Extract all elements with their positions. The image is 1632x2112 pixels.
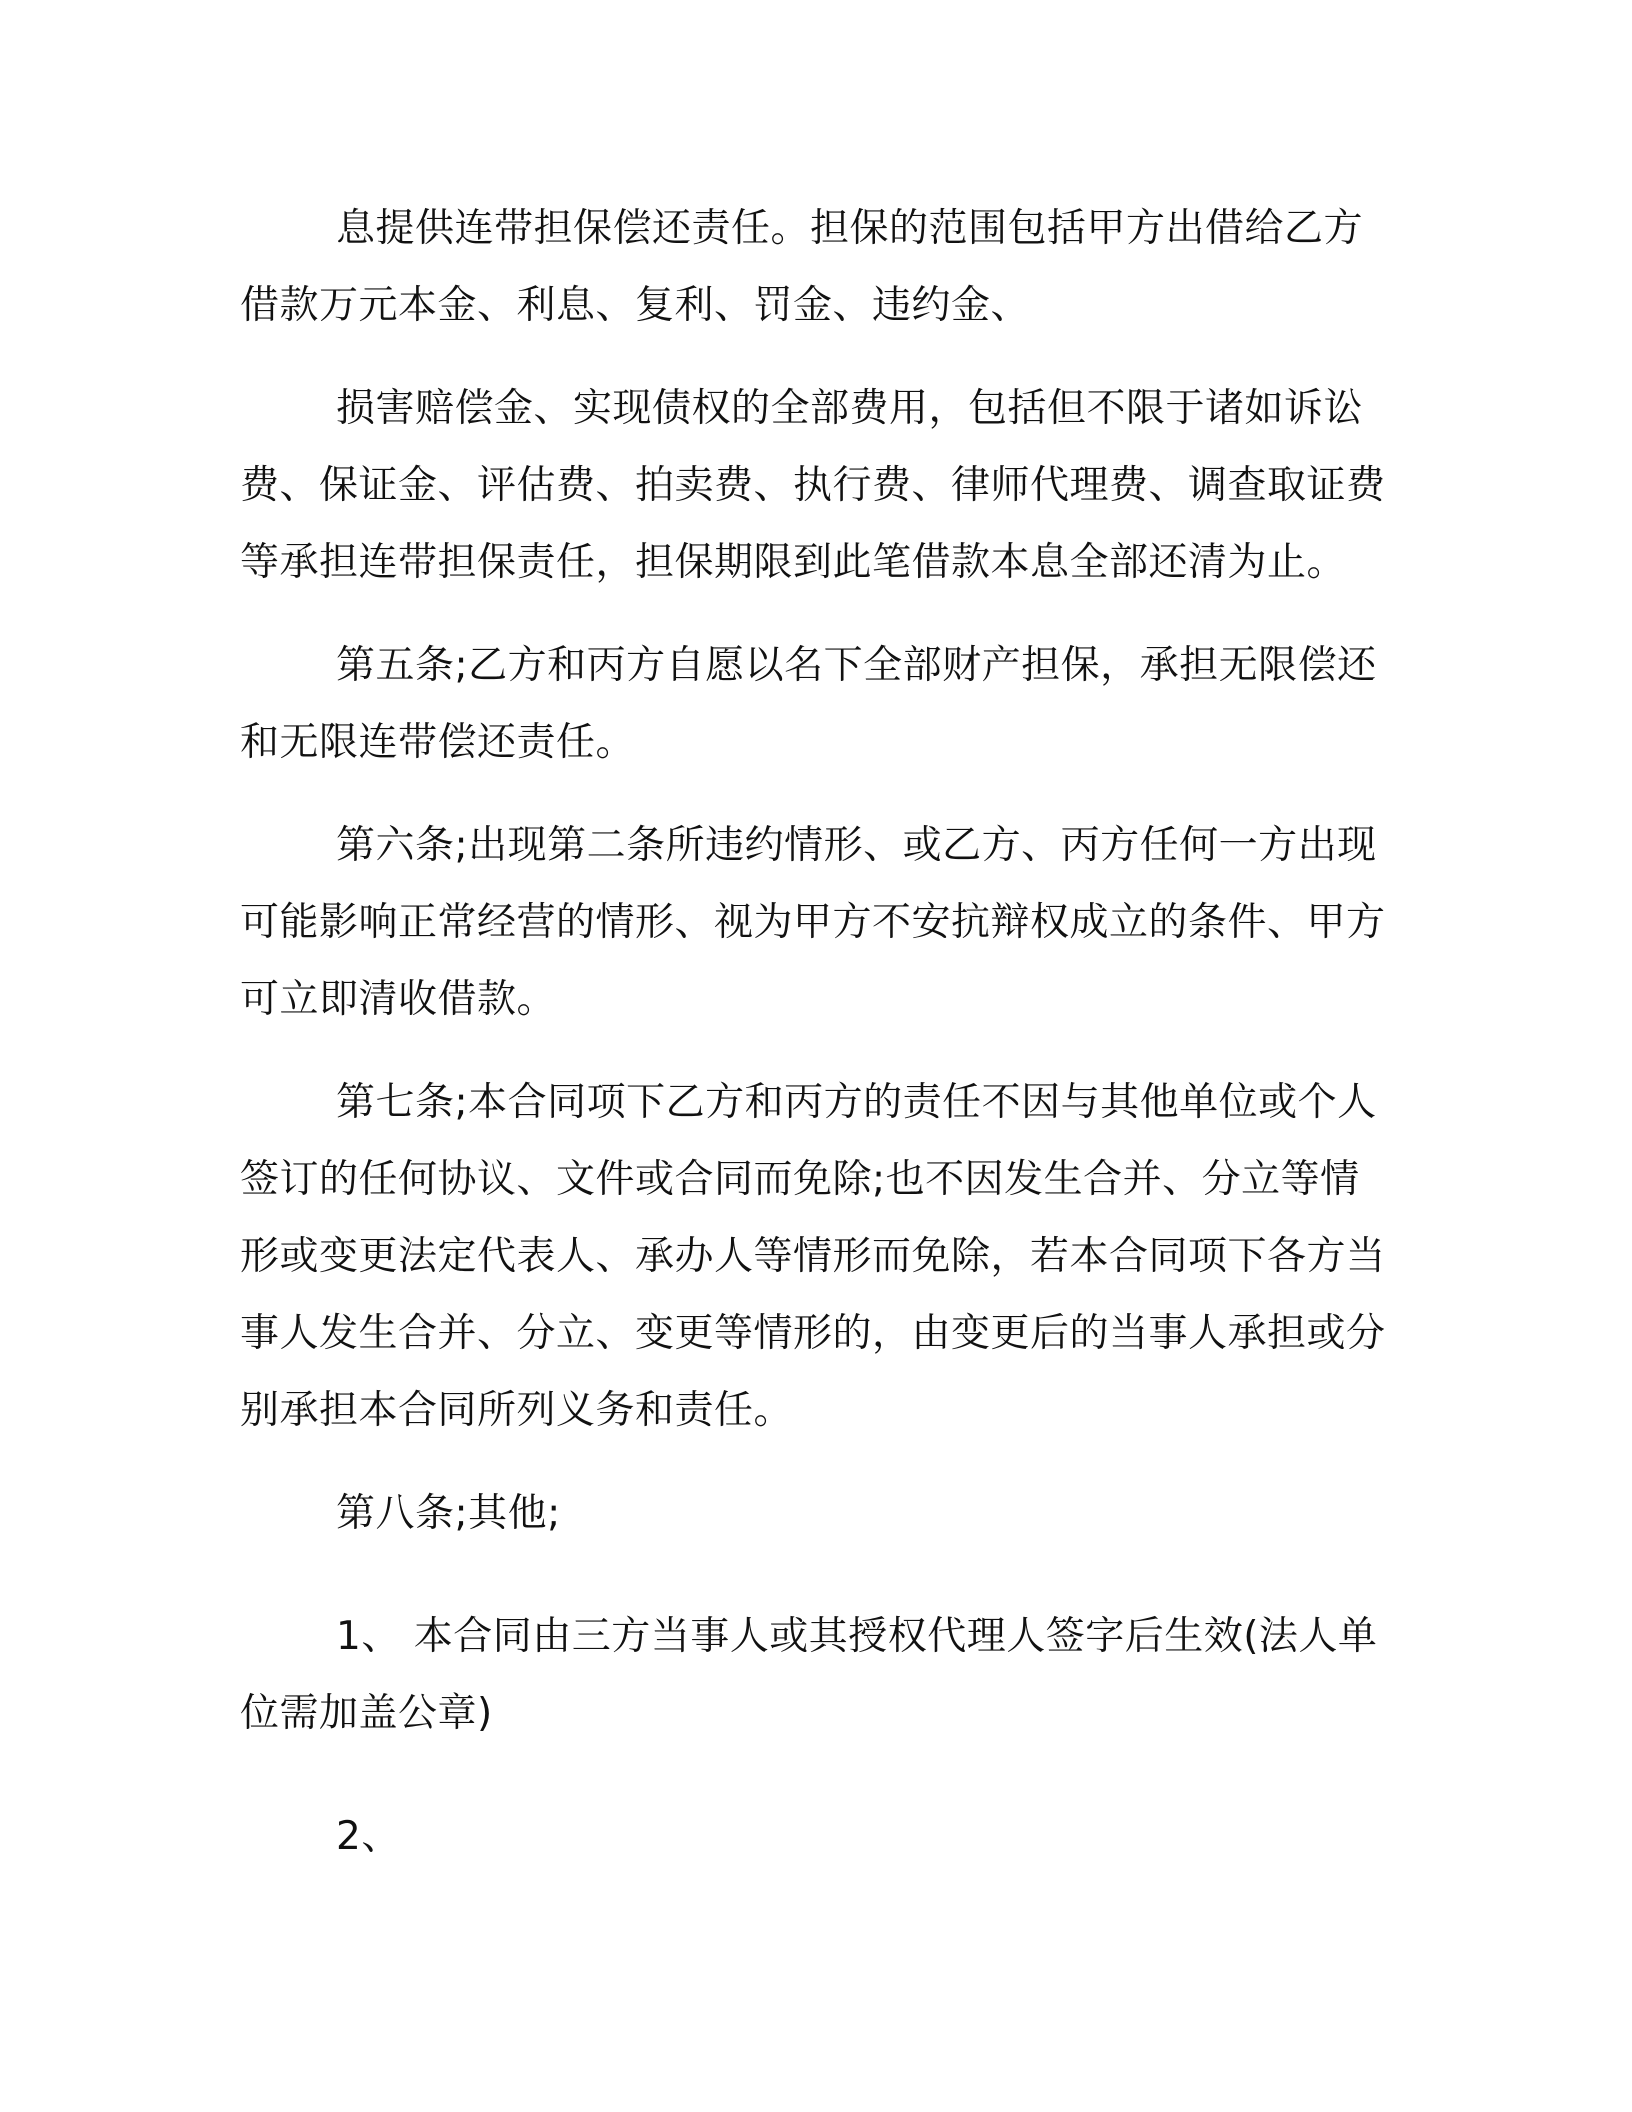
document-body (240, 190, 1390, 1901)
paragraph-article-7: 第七条;本合同项下乙方和丙方的责任不因与其他单位或个人签订的任何协议、文件或合同而免除;也不因发生合并、分立等情形或变更法定代表人、承办人等情形而免除，若本合同项下各方当事人发生合并、分立、变更等情形的，由变更后的当事人承担或分别承担本合同所列义务和责任。 (240, 1080, 1386, 1433)
paragraph-article-6: 第六条;出现第二条所违约情形、或乙方、丙方任何一方出现可能影响正常经营的情形、视为甲方不安抗辩权成立的条件、甲方可立即清收借款。 (240, 823, 1386, 1022)
paragraph-item-1: 1、 本合同由三方当事人或其授权代理人签字后生效(法人单位需加盖公章) (240, 1614, 1378, 1736)
paragraph-guarantee-scope: 息提供连带担保偿还责任。担保的范围包括甲方出借给乙方借款万元本金、利息、复利、罚金、违约金、 (240, 206, 1364, 328)
paragraph-damages-costs: 损害赔偿金、实现债权的全部费用，包括但不限于诸如诉讼费、保证金、评估费、拍卖费、执行费、律师代理费、调查取证费等承担连带担保责任，担保期限到此笔借款本息全部还清为止。 (240, 386, 1386, 585)
paragraph-article-5: 第五条;乙方和丙方自愿以名下全部财产担保，承担无限偿还和无限连带偿还责任。 (240, 643, 1377, 765)
paragraph-item-2: 2、 (336, 1814, 401, 1859)
paragraph-article-8: 第八条;其他; (336, 1491, 561, 1536)
